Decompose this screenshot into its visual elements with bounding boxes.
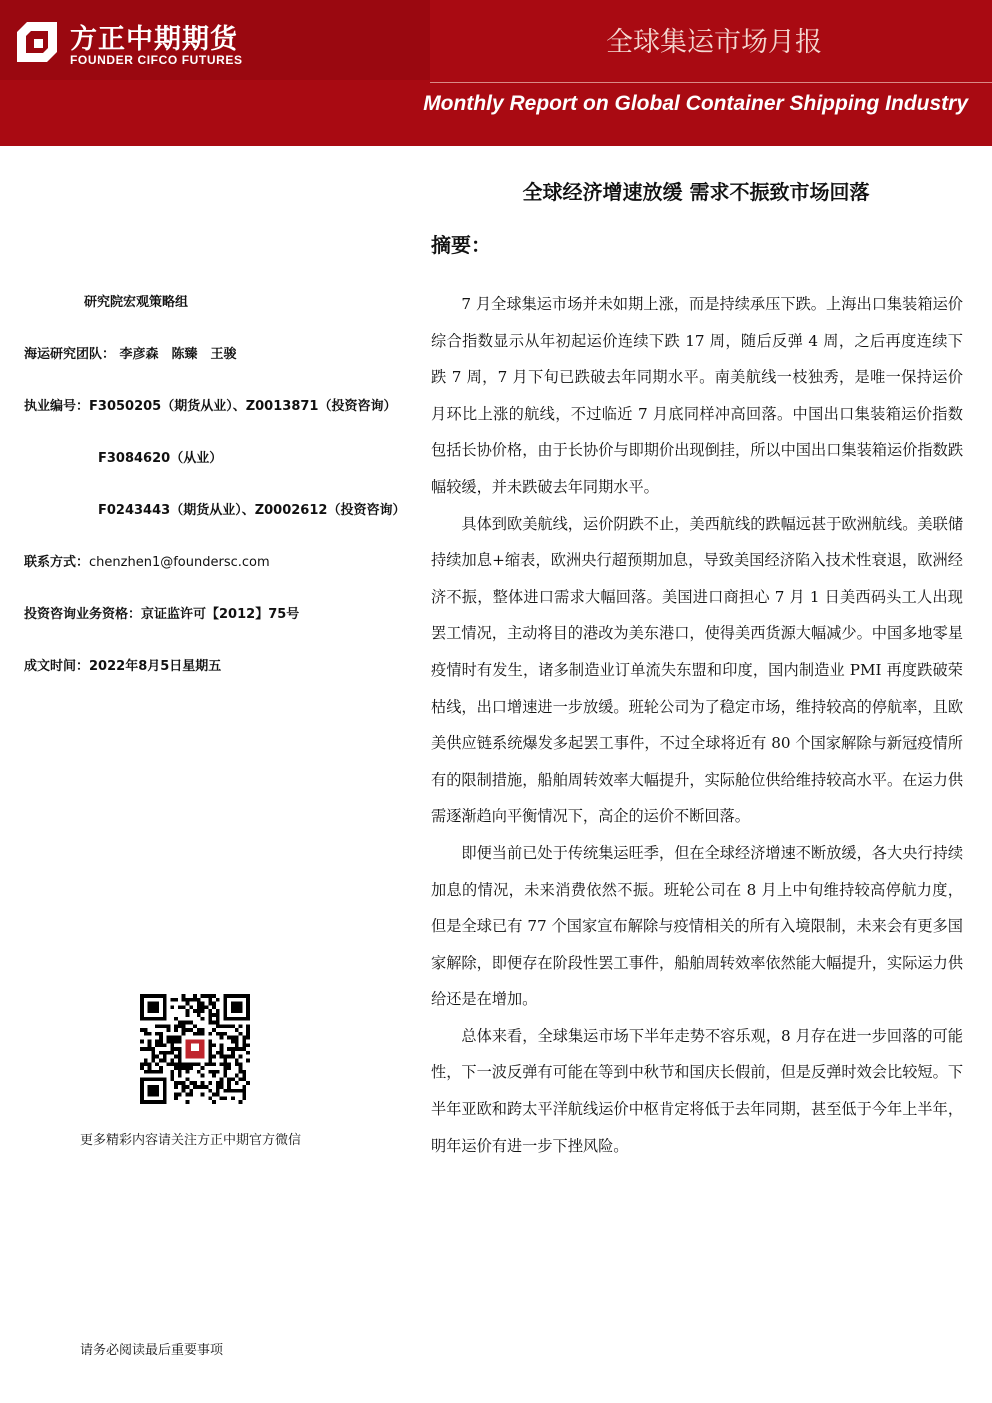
date-label: 成文时间： — [24, 659, 90, 674]
date-value: 2022年8月5日星期五 — [89, 659, 222, 674]
report-series-title: 全球集运市场月报 — [606, 27, 822, 58]
header-divider — [430, 82, 992, 83]
research-group: 研究院宏观策略组 — [84, 295, 189, 310]
license-label: 执业编号： — [24, 399, 90, 414]
contact-line — [24, 551, 270, 570]
qualification-label: 投资咨询业务资格： — [24, 607, 142, 622]
report-header — [0, 0, 992, 146]
logo-english-name: FOUNDER CIFCO FUTURES — [70, 53, 243, 67]
logo-chinese-name: 方正中期期货 — [70, 24, 238, 55]
abstract-heading: 摘要： — [431, 233, 491, 257]
disclaimer-note: 请务必阅读最后重要事项 — [80, 1343, 224, 1358]
abstract-paragraph: 具体到欧美航线，运价阴跌不止，美西航线的跌幅远甚于欧洲航线。美联储持续加息+缩表，欧洲央行超预期加息，导致美国经济陷入技术性衰退，欧洲经济不振，整体进口需求大幅回落。美国进口商担心 7 月 1 日美西码头工人出现罢工情况，主动将目的港改为美东港口，使得美西货源大幅减少。中国多地零星疫情时有发生，诸多制造业订单流失东盟和印度，国内制造业 PMI 再度跌破荣枯线，出口增速进一步放缓。班轮公司为了稳定市场，维持较高的停航率，且欧美供应链系统爆发多起罢工事件，不过全球将近有 80 个国家解除与新冠疫情所有的限制措施，船舶周转效率大幅提升，实际舱位供给维持较高水平。在运力供需逐渐趋向平衡情况下，高企的运价不断回落。 — [431, 514, 963, 826]
abstract-paragraph: 即便当前已处于传统集运旺季，但在全球经济增速不断放缓，各大央行持续加息的情况，未来消费依然不振。班轮公司在 8 月上中旬维持较高停航力度，但是全球已有 77 个国家宣布解除与疫情相关的所有入境限制，未来会有更多国家解除，即便存在阶段性罢工事件，船舶周转效率依然能大幅提升，实际运力供给还是在增加。 — [431, 843, 963, 1009]
license-number-2: F3084620（从业） — [98, 451, 223, 466]
license-number-1: F3050205（期货从业）、Z0013871（投资咨询） — [89, 399, 397, 414]
qualification-line — [24, 603, 299, 622]
abstract-body — [431, 286, 963, 1164]
abstract-paragraph: 7 月全球集运市场并未如期上涨，而是持续承压下跌。上海出口集装箱运价综合指数显示从年初起运价连续下跌 17 周，随后反弹 4 周，之后再度连续下跌 7 周，7 月下旬已跌破去年同期水平。南美航线一枝独秀，是唯一保持运价月环比上涨的航线，不过临近 7 月底同样冲高回落。中国出口集装箱运价指数包括长协价格，由于长协价与即期价出现倒挂，所以中国出口集装箱运价指数跌幅较缓，并未跌破去年同期水平。 — [431, 295, 963, 496]
contact-email[interactable]: chenzhen1@foundersc.com — [89, 555, 270, 570]
founder-logo-icon — [13, 18, 61, 66]
license-number-3: F0243443（期货从业）、Z0002612（投资咨询） — [98, 503, 406, 518]
abstract-paragraph: 总体来看，全球集运市场下半年走势不容乐观，8 月存在进一步回落的可能性，下一波反弹有可能在等到中秋节和国庆长假前，但是反弹时效会比较短。下半年亚欧和跨太平洋航线运价中枢肯定将低于去年同期，甚至低于今年上半年，明年运价有进一步下挫风险。 — [431, 1026, 963, 1155]
report-title: 全球经济增速放缓 需求不振致市场回落 — [522, 180, 870, 204]
team-line — [24, 343, 237, 362]
team-label: 海运研究团队： — [24, 347, 116, 362]
qr-caption: 更多精彩内容请关注方正中期官方微信 — [80, 1133, 302, 1148]
report-series-title-en: Monthly Report on Global Container Shipping Industry — [423, 92, 968, 115]
team-members: 李彦森 陈臻 王骏 — [119, 347, 237, 362]
wechat-qr-code[interactable] — [140, 994, 250, 1104]
date-line — [24, 655, 221, 674]
license-line — [24, 395, 396, 414]
qualification-value: 京证监许可【2012】75号 — [141, 607, 300, 622]
contact-label: 联系方式： — [24, 555, 90, 570]
